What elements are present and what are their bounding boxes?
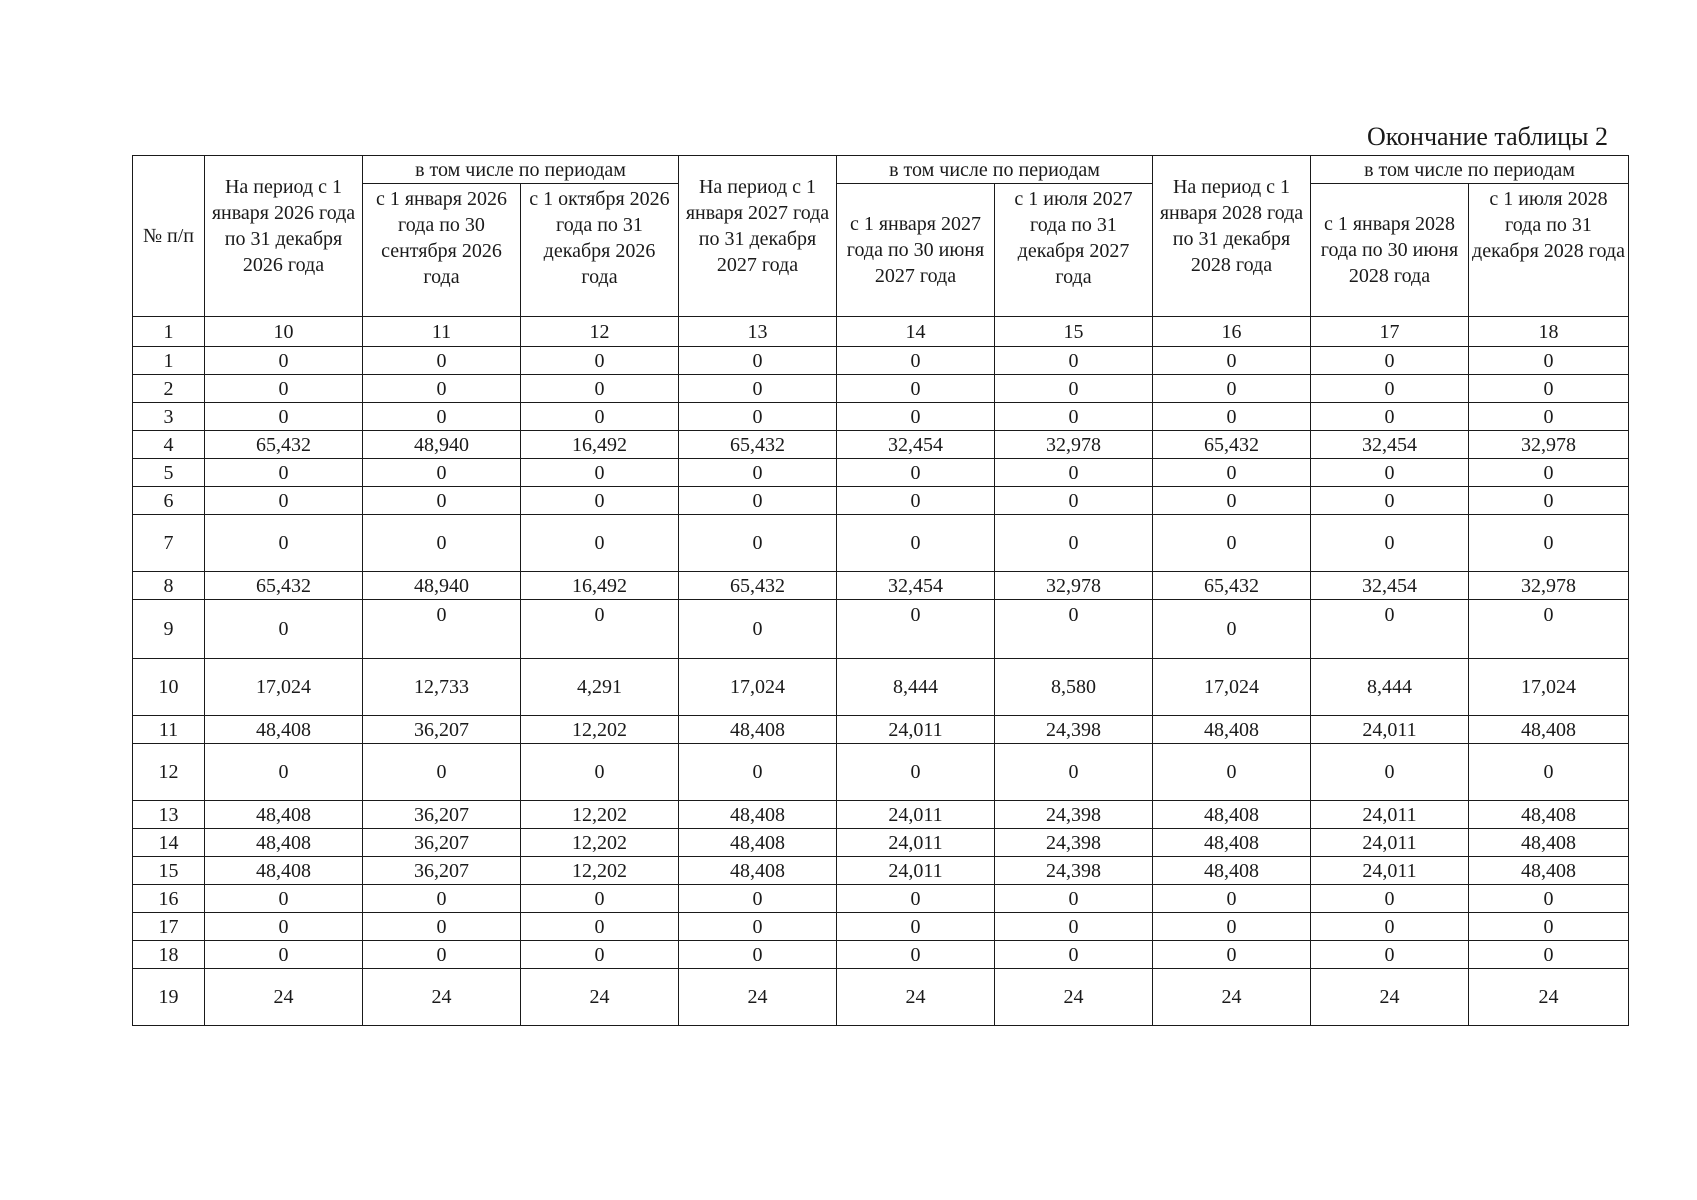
header-col-12: с 1 октября 2026 года по 31 декабря 2026 года: [521, 184, 679, 317]
value-cell: 32,978: [1469, 572, 1629, 600]
row-number-cell: 9: [133, 600, 205, 659]
value-cell: 48,408: [1153, 716, 1311, 744]
value-cell: 0: [1469, 515, 1629, 572]
value-cell: 0: [205, 459, 363, 487]
value-cell: 0: [995, 459, 1153, 487]
value-cell: 0: [1153, 515, 1311, 572]
value-cell: 0: [995, 487, 1153, 515]
value-cell: 0: [1311, 913, 1469, 941]
value-cell: 65,432: [1153, 572, 1311, 600]
value-cell: 65,432: [1153, 431, 1311, 459]
row-number-cell: 4: [133, 431, 205, 459]
value-cell: 0: [1469, 885, 1629, 913]
value-cell: 32,978: [1469, 431, 1629, 459]
header-row-top: [133, 156, 1629, 184]
value-cell: 4,291: [521, 659, 679, 716]
value-cell: 24,011: [1311, 801, 1469, 829]
header-col-13: На период с 1 января 2027 года по 31 декабря 2027 года: [679, 156, 837, 317]
value-cell: 48,408: [679, 857, 837, 885]
value-cell: 0: [837, 885, 995, 913]
value-cell: 48,408: [1469, 829, 1629, 857]
row-number-cell: 2: [133, 375, 205, 403]
value-cell: 0: [521, 913, 679, 941]
value-cell: 8,580: [995, 659, 1153, 716]
value-cell: 24: [1469, 969, 1629, 1026]
value-cell: 0: [995, 515, 1153, 572]
value-cell: 0: [205, 941, 363, 969]
value-cell: 12,202: [521, 857, 679, 885]
value-cell: 0: [679, 459, 837, 487]
value-cell: 0: [679, 941, 837, 969]
value-cell: 0: [1469, 744, 1629, 801]
value-cell: 0: [363, 515, 521, 572]
value-cell: 0: [1311, 941, 1469, 969]
value-cell: 24: [521, 969, 679, 1026]
value-cell: 24,398: [995, 829, 1153, 857]
row-number-cell: 18: [133, 941, 205, 969]
value-cell: 24,398: [995, 801, 1153, 829]
value-cell: 24: [363, 969, 521, 1026]
table-row: [133, 659, 1629, 716]
row-number-cell: 1: [133, 347, 205, 375]
row-number-cell: 16: [133, 885, 205, 913]
table-row: [133, 375, 1629, 403]
value-cell: 0: [1469, 403, 1629, 431]
value-cell: 0: [1153, 487, 1311, 515]
column-number-cell: 16: [1153, 317, 1311, 347]
value-cell: 0: [1469, 459, 1629, 487]
value-cell: 17,024: [1469, 659, 1629, 716]
header-col-15: с 1 июля 2027 года по 31 декабря 2027 года: [995, 184, 1153, 317]
value-cell: 65,432: [205, 431, 363, 459]
row-number-cell: 5: [133, 459, 205, 487]
value-cell: 16,492: [521, 572, 679, 600]
table-row: [133, 913, 1629, 941]
value-cell: 48,408: [205, 857, 363, 885]
value-cell: 48,408: [1153, 801, 1311, 829]
table-row: [133, 801, 1629, 829]
value-cell: 0: [837, 515, 995, 572]
value-cell: 36,207: [363, 716, 521, 744]
value-cell: 0: [1153, 375, 1311, 403]
value-cell: 36,207: [363, 829, 521, 857]
value-cell: 0: [1469, 913, 1629, 941]
value-cell: 0: [1153, 885, 1311, 913]
value-cell: 17,024: [1153, 659, 1311, 716]
value-cell: 0: [1153, 347, 1311, 375]
table-row: [133, 716, 1629, 744]
value-cell: 0: [1311, 487, 1469, 515]
value-cell: 0: [837, 459, 995, 487]
value-cell: 0: [837, 487, 995, 515]
value-cell: 0: [521, 600, 679, 659]
value-cell: 32,978: [995, 572, 1153, 600]
value-cell: 32,454: [837, 572, 995, 600]
row-number-cell: 6: [133, 487, 205, 515]
value-cell: 0: [205, 347, 363, 375]
row-number-cell: 11: [133, 716, 205, 744]
value-cell: 0: [1153, 941, 1311, 969]
value-cell: 0: [1311, 347, 1469, 375]
value-cell: 0: [837, 600, 995, 659]
value-cell: 24: [995, 969, 1153, 1026]
value-cell: 24,398: [995, 857, 1153, 885]
value-cell: 24,011: [837, 801, 995, 829]
column-number-row: [133, 317, 1629, 347]
value-cell: 32,454: [1311, 572, 1469, 600]
value-cell: 65,432: [679, 431, 837, 459]
value-cell: 0: [1311, 600, 1469, 659]
value-cell: 0: [1153, 913, 1311, 941]
row-number-cell: 19: [133, 969, 205, 1026]
value-cell: 24,011: [837, 857, 995, 885]
row-number-cell: 12: [133, 744, 205, 801]
value-cell: 0: [995, 375, 1153, 403]
value-cell: 48,408: [205, 801, 363, 829]
value-cell: 0: [995, 600, 1153, 659]
header-num-col: № п/п: [133, 156, 205, 317]
value-cell: 0: [679, 600, 837, 659]
value-cell: 0: [363, 459, 521, 487]
value-cell: 0: [837, 913, 995, 941]
value-cell: 0: [521, 744, 679, 801]
value-cell: 0: [363, 600, 521, 659]
column-number-cell: 1: [133, 317, 205, 347]
value-cell: 65,432: [205, 572, 363, 600]
column-number-cell: 15: [995, 317, 1153, 347]
value-cell: 0: [1311, 885, 1469, 913]
value-cell: 0: [363, 941, 521, 969]
value-cell: 0: [837, 347, 995, 375]
table-row: [133, 403, 1629, 431]
value-cell: 0: [363, 487, 521, 515]
value-cell: 32,978: [995, 431, 1153, 459]
header-col-11: с 1 января 2026 года по 30 сентября 2026 года: [363, 184, 521, 317]
row-number-cell: 8: [133, 572, 205, 600]
value-cell: 24,011: [837, 716, 995, 744]
table-row: [133, 969, 1629, 1026]
value-cell: 0: [1311, 459, 1469, 487]
value-cell: 48,408: [1469, 857, 1629, 885]
value-cell: 0: [1469, 375, 1629, 403]
table-row: [133, 572, 1629, 600]
value-cell: 0: [995, 941, 1153, 969]
table-row: [133, 744, 1629, 801]
value-cell: 0: [1469, 941, 1629, 969]
value-cell: 0: [1153, 403, 1311, 431]
value-cell: 0: [679, 744, 837, 801]
header-group-2027: в том числе по периодам: [837, 156, 1153, 184]
value-cell: 16,492: [521, 431, 679, 459]
value-cell: 0: [363, 375, 521, 403]
table-row: [133, 941, 1629, 969]
value-cell: 0: [679, 515, 837, 572]
value-cell: 24: [205, 969, 363, 1026]
value-cell: 17,024: [679, 659, 837, 716]
row-number-cell: 7: [133, 515, 205, 572]
value-cell: 36,207: [363, 857, 521, 885]
row-number-cell: 17: [133, 913, 205, 941]
row-number-cell: 15: [133, 857, 205, 885]
value-cell: 0: [205, 487, 363, 515]
value-cell: 0: [679, 375, 837, 403]
row-number-cell: 14: [133, 829, 205, 857]
value-cell: 0: [521, 487, 679, 515]
header-col-14: с 1 января 2027 года по 30 июня 2027 года: [837, 184, 995, 317]
value-cell: 48,408: [679, 829, 837, 857]
value-cell: 48,940: [363, 431, 521, 459]
table-row: [133, 459, 1629, 487]
value-cell: 0: [679, 487, 837, 515]
value-cell: 32,454: [837, 431, 995, 459]
value-cell: 0: [995, 744, 1153, 801]
column-number-cell: 12: [521, 317, 679, 347]
value-cell: 48,940: [363, 572, 521, 600]
data-table: [132, 155, 1629, 1026]
value-cell: 24: [1153, 969, 1311, 1026]
value-cell: 24,011: [1311, 829, 1469, 857]
value-cell: 0: [205, 913, 363, 941]
table-row: [133, 515, 1629, 572]
row-number-cell: 10: [133, 659, 205, 716]
table-row: [133, 347, 1629, 375]
table-row: [133, 487, 1629, 515]
value-cell: 0: [363, 913, 521, 941]
value-cell: 0: [1311, 403, 1469, 431]
value-cell: 0: [995, 885, 1153, 913]
value-cell: 24: [679, 969, 837, 1026]
value-cell: 0: [205, 403, 363, 431]
table-body: [133, 317, 1629, 1026]
value-cell: 0: [205, 600, 363, 659]
value-cell: 48,408: [1469, 716, 1629, 744]
value-cell: 0: [837, 375, 995, 403]
column-number-cell: 13: [679, 317, 837, 347]
value-cell: 36,207: [363, 801, 521, 829]
value-cell: 0: [837, 941, 995, 969]
value-cell: 0: [837, 403, 995, 431]
table-row: [133, 431, 1629, 459]
value-cell: 0: [363, 347, 521, 375]
value-cell: 0: [521, 375, 679, 403]
table-row: [133, 600, 1629, 659]
value-cell: 32,454: [1311, 431, 1469, 459]
value-cell: 0: [363, 885, 521, 913]
column-number-cell: 14: [837, 317, 995, 347]
value-cell: 12,202: [521, 829, 679, 857]
value-cell: 0: [521, 347, 679, 375]
table-row: [133, 885, 1629, 913]
header-col-17: с 1 января 2028 года по 30 июня 2028 года: [1311, 184, 1469, 317]
value-cell: 48,408: [205, 829, 363, 857]
value-cell: 0: [995, 403, 1153, 431]
value-cell: 48,408: [1153, 857, 1311, 885]
row-number-cell: 3: [133, 403, 205, 431]
value-cell: 0: [679, 913, 837, 941]
value-cell: 48,408: [1153, 829, 1311, 857]
table-caption: Окончание таблицы 2: [1366, 122, 1608, 151]
header-group-2026: в том числе по периодам: [363, 156, 679, 184]
value-cell: 0: [995, 913, 1153, 941]
value-cell: 0: [837, 744, 995, 801]
value-cell: 0: [521, 403, 679, 431]
row-number-cell: 13: [133, 801, 205, 829]
column-number-cell: 10: [205, 317, 363, 347]
column-number-cell: 17: [1311, 317, 1469, 347]
value-cell: 0: [1153, 600, 1311, 659]
value-cell: 0: [1469, 487, 1629, 515]
value-cell: 0: [679, 885, 837, 913]
value-cell: 0: [679, 347, 837, 375]
value-cell: 48,408: [679, 716, 837, 744]
header-group-2028: в том числе по периодам: [1311, 156, 1629, 184]
value-cell: 8,444: [837, 659, 995, 716]
value-cell: 0: [995, 347, 1153, 375]
value-cell: 48,408: [1469, 801, 1629, 829]
value-cell: 24,011: [837, 829, 995, 857]
table-row: [133, 829, 1629, 857]
header-col-18: с 1 июля 2028 года по 31 декабря 2028 года: [1469, 184, 1629, 317]
value-cell: 0: [1469, 600, 1629, 659]
value-cell: 0: [1153, 744, 1311, 801]
value-cell: 0: [521, 459, 679, 487]
value-cell: 8,444: [1311, 659, 1469, 716]
value-cell: 12,202: [521, 801, 679, 829]
value-cell: 0: [205, 744, 363, 801]
value-cell: 0: [1469, 347, 1629, 375]
value-cell: 0: [363, 744, 521, 801]
value-cell: 24: [837, 969, 995, 1026]
value-cell: 48,408: [679, 801, 837, 829]
value-cell: 24,011: [1311, 716, 1469, 744]
value-cell: 24,011: [1311, 857, 1469, 885]
header-col-10: На период с 1 января 2026 года по 31 декабря 2026 года: [205, 156, 363, 317]
value-cell: 0: [1311, 515, 1469, 572]
value-cell: 0: [363, 403, 521, 431]
value-cell: 24,398: [995, 716, 1153, 744]
value-cell: 24: [1311, 969, 1469, 1026]
header-col-16: На период с 1 января 2028 года по 31 декабря 2028 года: [1153, 156, 1311, 317]
value-cell: 0: [521, 941, 679, 969]
value-cell: 0: [1311, 375, 1469, 403]
value-cell: 17,024: [205, 659, 363, 716]
column-number-cell: 18: [1469, 317, 1629, 347]
column-number-cell: 11: [363, 317, 521, 347]
table-row: [133, 857, 1629, 885]
value-cell: 48,408: [205, 716, 363, 744]
value-cell: 0: [1153, 459, 1311, 487]
value-cell: 0: [679, 403, 837, 431]
value-cell: 65,432: [679, 572, 837, 600]
value-cell: 0: [205, 885, 363, 913]
value-cell: 12,202: [521, 716, 679, 744]
value-cell: 0: [521, 885, 679, 913]
value-cell: 0: [521, 515, 679, 572]
value-cell: 0: [1311, 744, 1469, 801]
value-cell: 12,733: [363, 659, 521, 716]
value-cell: 0: [205, 515, 363, 572]
value-cell: 0: [205, 375, 363, 403]
